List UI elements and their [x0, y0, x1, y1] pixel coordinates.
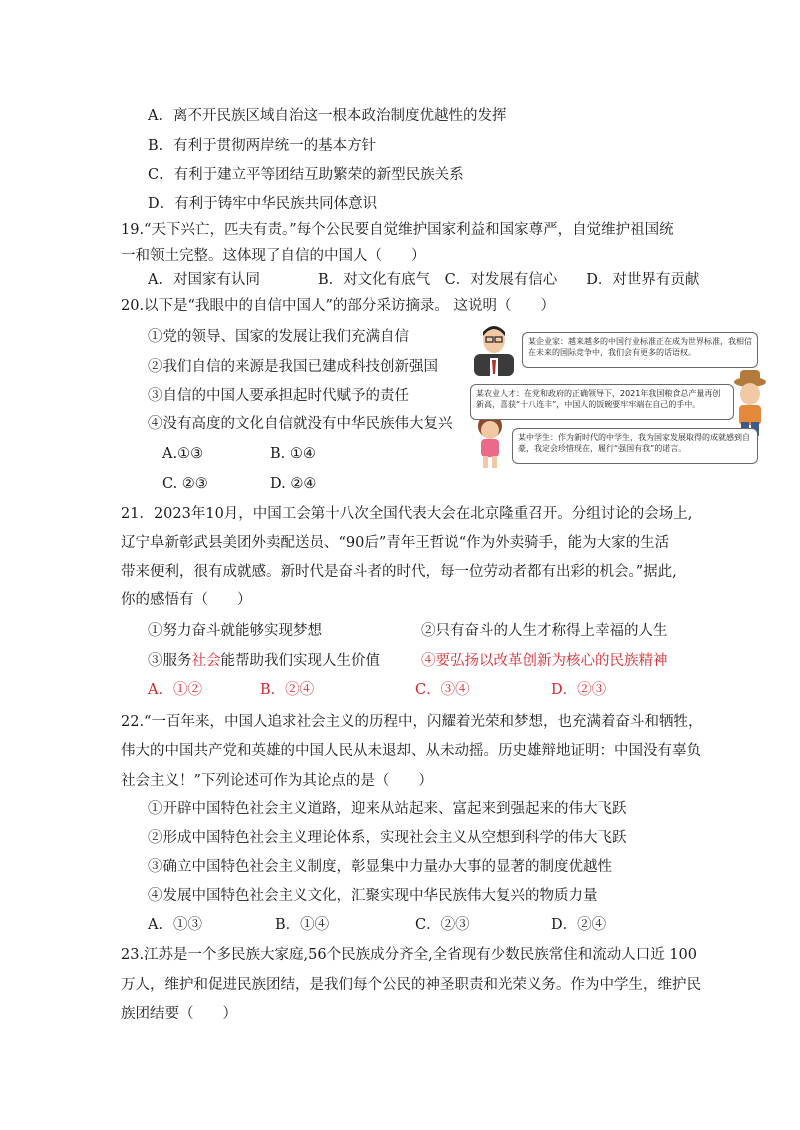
- q22-statement-3: ③确立中国特色社会主义制度，彰显集中力量办大事的显著的制度优越性: [148, 859, 612, 875]
- q19-stem-line1: 19.“天下兴亡，匹夫有责。”每个公民要自觉维护国家利益和国家尊严，自觉维护祖国统: [121, 222, 674, 238]
- q20-statement-4: ④没有高度的文化自信就没有中华民族伟大复兴: [148, 416, 453, 432]
- interview-illustration: [468, 322, 768, 472]
- q22-stem-line3: 社会主义！”下列论述可作为其论点的是（ ）: [121, 773, 433, 789]
- q19-options: A．对国家有认同 B．对文化有底气 C．对发展有信心 D．对世界有贡献: [148, 272, 700, 288]
- q21-statement-3: [148, 651, 380, 671]
- q21-stem-line4: 你的感悟有（ ）: [121, 592, 252, 608]
- farmer-speech-bubble: 某农业人才：在党和政府的正确领导下，2021年我国粮食总产量再创新高，喜获“十八连丰”，中国人的饭碗要牢牢端在自己的手中。: [470, 384, 734, 420]
- farmer-figure: [734, 370, 766, 436]
- q18-option-a: A．离不开民族区域自治这一根本政治制度优越性的发挥: [148, 108, 507, 124]
- q20-statement-1: ①党的领导、国家的发展让我们充满自信: [148, 329, 409, 345]
- entrepreneur-figure: [474, 326, 514, 376]
- q23-stem-line3: 族团结要（ ）: [121, 1006, 237, 1022]
- q22-stem-line1: 22.“一百年来，中国人追求社会主义的历程中，闪耀着光荣和梦想，也充满着奋斗和牺牲，: [121, 714, 703, 730]
- q22-statement-2: ②形成中国特色社会主义理论体系，实现社会主义从空想到科学的伟大飞跃: [148, 830, 627, 846]
- q21-stem-line2: 辽宁阜新彰武县美团外卖配送员、“90后”青年王哲说“作为外卖骑手，能为大家的生活: [121, 535, 670, 551]
- q18-option-d: D．有利于铸牢中华民族共同体意识: [148, 196, 378, 212]
- q20-statement-2: ②我们自信的来源是我国已建成科技创新强国: [148, 359, 438, 375]
- q21-stem-line1: 21．2023年10月，中国工会第十八次全国代表大会在北京隆重召开。分组讨论的会场上,: [121, 506, 693, 522]
- q21-option-c: C．③④: [415, 682, 470, 698]
- entrepreneur-speech-bubble: 某企业家：越来越多的中国行业标准正在成为世界标准，我相信在未来的国际竞争中，我们会有更多的话语权。: [522, 332, 758, 368]
- student-speech-bubble: 某中学生：作为新时代的中学生，我为国家发展取得的成就感到自豪，我定会珍惜现在，履行“强国有我”的诺言。: [512, 428, 758, 464]
- q22-option-b: B．①④: [275, 917, 330, 933]
- q18-option-b: B．有利于贯彻两岸统一的基本方针: [148, 138, 377, 154]
- q23-stem-line2: 万人，维护和促进民族团结，是我们每个公民的神圣职责和光荣义务。作为中学生，维护民: [121, 977, 701, 993]
- q20-option-a: A.①③: [162, 446, 204, 462]
- q22-stem-line2: 伟大的中国共产党和英雄的中国人民从未退却、从未动摇。历史雄辩地证明：中国没有辜负: [121, 743, 701, 759]
- q20-option-b: B. ①④: [270, 446, 316, 462]
- q22-statement-1: ①开辟中国特色社会主义道路，迎来从站起来、富起来到强起来的伟大飞跃: [148, 801, 627, 817]
- student-figure: [478, 414, 502, 468]
- q19-stem-line2: 一和领土完整。这体现了自信的中国人（ ）: [121, 248, 426, 264]
- q21-statement-1: ①努力奋斗就能够实现梦想: [148, 623, 322, 639]
- q21-statement-4: ④要弘扬以改革创新为核心的民族精神: [421, 653, 668, 669]
- q21-option-b: B．②④: [260, 682, 315, 698]
- q18-option-c: C．有利于建立平等团结互助繁荣的新型民族关系: [148, 167, 464, 183]
- q23-stem-line1: 23.江苏是一个多民族大家庭,56个民族成分齐全,全省现有少数民族常住和流动人口近 100: [121, 947, 698, 963]
- q20-option-d: D. ②④: [270, 476, 317, 492]
- q21-statement-3-end: 能帮助我们实现人生价值: [220, 653, 380, 669]
- q21-statement-2: ②只有奋斗的人生才称得上幸福的人生: [421, 623, 668, 639]
- q21-option-d: D．②③: [551, 682, 607, 698]
- q22-option-c: C．②③: [415, 917, 470, 933]
- q20-stem: 20.以下是“我眼中的自信中国人”的部分采访摘录。 这说明（ ）: [121, 298, 555, 314]
- q20-option-c: C. ②③: [162, 476, 208, 492]
- q22-option-d: D．②④: [551, 917, 607, 933]
- q20-statement-3: ③自信的中国人要承担起时代赋予的责任: [148, 388, 409, 404]
- q22-option-a: A．①③: [148, 917, 202, 933]
- q21-statement-3-start: ③服务: [148, 653, 192, 669]
- q21-stem-line3: 带来便利，很有成就感。新时代是奋斗者的时代，每一位劳动者都有出彩的机会。”据此,: [121, 564, 677, 580]
- q22-statement-4: ④发展中国特色社会主义文化，汇聚实现中华民族伟大复兴的物质力量: [148, 888, 598, 904]
- q21-statement-3-highlight: 社会: [191, 653, 221, 669]
- q21-option-a: A．①②: [148, 682, 202, 698]
